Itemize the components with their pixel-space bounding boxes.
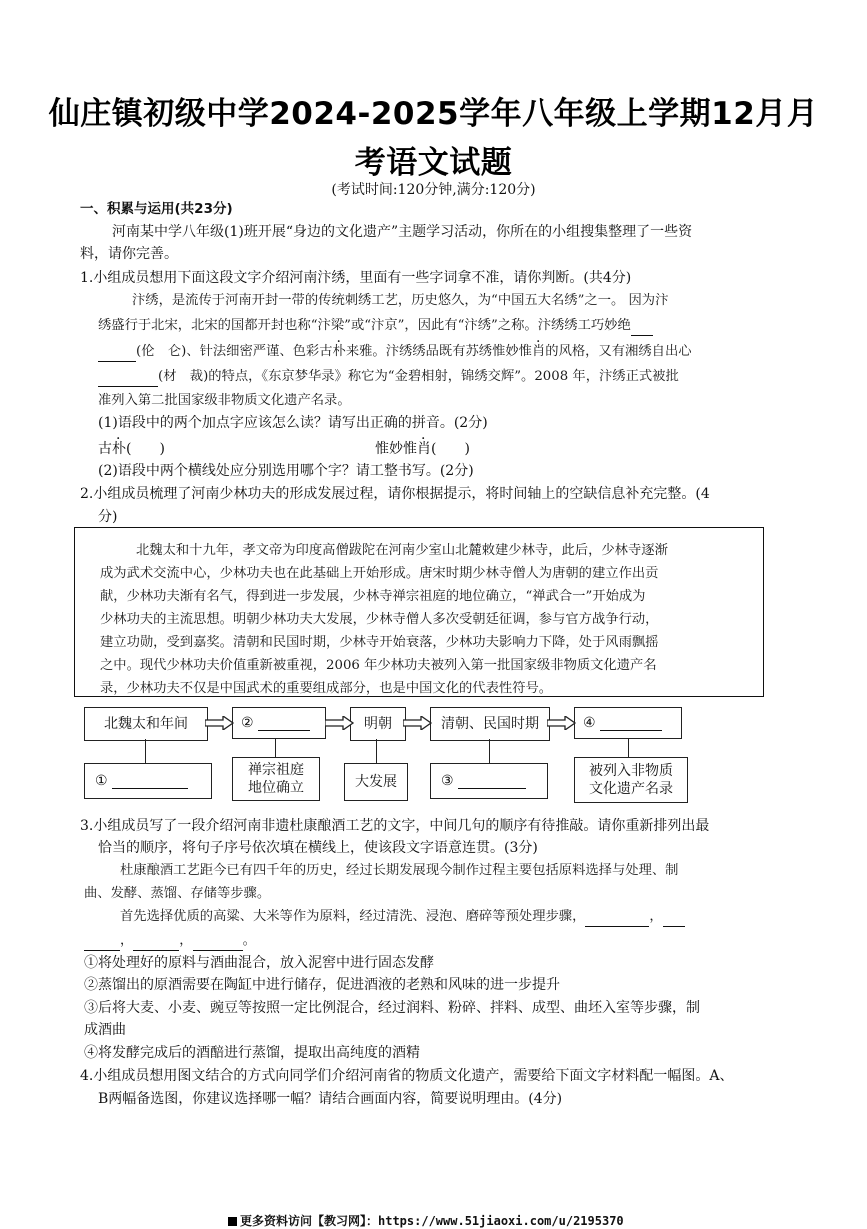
- timeline-bottom-4: ③: [430, 763, 548, 799]
- timeline-connector: [489, 739, 490, 763]
- exam-title-line1: 仙庄镇初级中学2024-2025学年八年级上学期12月月: [48, 96, 819, 132]
- footer: [228, 1212, 624, 1229]
- q1-passage-line1: 汴绣，是流传于河南开封一带的传统刺绣工艺，历史悠久，为“中国五大名绣”之一。 因为汴: [132, 293, 669, 308]
- q2-box-line: 成为武术交流中心，少林功夫也在此基础上开始形成。唐宋时期少林寺僧人为唐朝的建立作出贡: [100, 566, 659, 581]
- footer-link[interactable]: 更多资料访问【教习网】：https://www.51jiaoxi.com/u/2195370: [240, 1214, 624, 1228]
- timeline-bottom-5: 被列入非物质 文化遗产名录: [574, 757, 688, 803]
- q3-stem-line2: 恰当的顺序，将句子序号依次填在横线上，使该段文字语意连贯。(3分): [98, 840, 538, 856]
- q2-box-line: 少林功夫的主流思想。明朝少林功夫大发展，少林寺僧人多次受朝廷征调，参与官方战争行动，: [100, 612, 659, 627]
- q3-option-1: ①将处理好的原料与酒曲混合，放入泥窖中进行固态发酵: [84, 955, 434, 971]
- answer-slot-b[interactable]: ( ): [431, 441, 470, 457]
- q2-box-line: 北魏太和十九年，孝文帝为印度高僧跋陀在河南少室山北麓敕建少林寺，此后，少林寺逐渐: [136, 543, 668, 558]
- timeline-top-4: 清朝、民国时期: [430, 707, 550, 741]
- timeline-connector: [145, 739, 146, 763]
- q1-passage-line5: 准列入第二批国家级非物质文化遗产名录。: [98, 393, 351, 408]
- timeline-top-3: 明朝: [350, 707, 406, 741]
- answer-slot-a[interactable]: ( ): [126, 441, 165, 457]
- section1-heading: 一、积累与运用(共23分): [80, 201, 233, 217]
- timeline-blank-2[interactable]: [258, 716, 310, 731]
- q3-option-4: ④将发酵完成后的酒醅进行蒸馏，提取出高纯度的酒精: [84, 1045, 420, 1061]
- exam-subtitle: (考试时间:120分钟,满分:120分): [331, 182, 536, 198]
- q3-passage-line1: 杜康酿酒工艺距今已有四千年的历史，经过长期发展现今制作过程主要包括原料选择与处理、制: [120, 863, 679, 878]
- blank-2[interactable]: [98, 372, 158, 387]
- timeline-connector: [275, 739, 276, 757]
- blank-1a[interactable]: [631, 321, 653, 336]
- arrow-right-icon: [547, 716, 577, 730]
- q2-box-line: 献，少林功夫渐有名气，得到进一步发展，少林寺禅宗祖庭的地位确立，“禅武合一”开始成为: [100, 589, 646, 604]
- q1-passage-line3: (伦 仑)、针法细密严谨、色彩古朴来雅。汴绣绣品既有苏绣惟妙惟肖的风格，又有湘绣自出心: [98, 342, 692, 362]
- q2-box-line: 录，少林功夫不仅是中国武术的重要组成部分，也是中国文化的代表性符号。: [100, 681, 553, 696]
- timeline-blank-4[interactable]: [600, 716, 662, 731]
- blank-1b[interactable]: [98, 347, 136, 362]
- q3-option-3: ③后将大麦、小麦、豌豆等按照一定比例混合，经过润料、粉碎、拌料、成型、曲坯入室等步骤，制: [84, 1000, 700, 1016]
- timeline-top-1: 北魏太和年间: [84, 707, 208, 741]
- q3-passage-line3: 首先选择优质的高粱、大米等作为原料，经过清洗、浸泡、磨碎等预处理步骤， ，: [120, 907, 685, 927]
- q4-stem-line1: 4.小组成员想用图文结合的方式向同学们介绍河南省的物质文化遗产，需要给下面文字材料配一幅图。A、: [80, 1068, 734, 1084]
- arrow-right-icon: [205, 716, 235, 730]
- q3-blank-2b[interactable]: [84, 936, 120, 951]
- timeline-top-5: ④: [574, 707, 682, 739]
- q3-passage-line2: 曲、发酵、蒸馏、存储等步骤。: [84, 886, 271, 901]
- exam-title-line2: 考语文试题: [354, 145, 513, 181]
- timeline-bottom-3: 大发展: [344, 763, 408, 801]
- timeline-bottom-2: 禅宗祖庭 地位确立: [232, 757, 320, 801]
- timeline-bottom-1: ①: [84, 763, 212, 799]
- q1-passage-line4: (材 裁)的特点，《东京梦华录》称它为“金碧相射，锦绣交辉”。2008 年，汴绣正式被批: [98, 367, 679, 387]
- intro-line2: 料，请你完善。: [80, 246, 178, 262]
- flag-icon: [228, 1217, 237, 1226]
- q3-option-2: ②蒸馏出的原酒需要在陶缸中进行储存，促进酒液的老熟和风味的进一步提升: [84, 977, 560, 993]
- q4-stem-line2: B两幅备选图，你建议选择哪一幅？请结合画面内容，简要说明理由。(4分): [98, 1091, 563, 1107]
- q3-passage-line4: ， ， 。: [84, 931, 256, 951]
- q3-option-3-cont: 成酒曲: [84, 1022, 126, 1038]
- q3-stem-line1: 3.小组成员写了一段介绍河南非遗杜康酿酒工艺的文字，中间几句的顺序有待推敲。请你重新排列出最: [80, 818, 710, 834]
- q1-answer-a: 古朴( ): [98, 441, 165, 457]
- q2-stem-line1: 2.小组成员梳理了河南少林功夫的形成发展过程，请你根据提示，将时间轴上的空缺信息补充完整。(4: [80, 486, 710, 502]
- q3-blank-2a[interactable]: [663, 912, 685, 927]
- q2-box-line: 之中。现代少林功夫价值重新被重视，2006 年少林功夫被列入第一批国家级非物质文化遗产名: [100, 658, 657, 673]
- timeline-top-2: ②: [232, 707, 326, 739]
- q3-blank-4[interactable]: [193, 936, 243, 951]
- q2-stem-line2: 分): [98, 509, 118, 525]
- arrow-right-icon: [325, 716, 355, 730]
- timeline-connector: [628, 739, 629, 757]
- q1-stem: 1.小组成员想用下面这段文字介绍河南汴绣，里面有一些字词拿不准，请你判断。(共4分): [80, 270, 632, 286]
- arrow-right-icon: [403, 716, 433, 730]
- timeline-connector: [376, 739, 377, 763]
- q2-box-line: 建立功勋，受到嘉奖。清朝和民国时期，少林寺开始衰落，少林功夫影响力下降，处于风雨飘摇: [100, 635, 659, 650]
- q1-sub1: (1)语段中的两个加点字应该怎么读？请写出正确的拼音。(2分): [98, 415, 488, 431]
- q3-blank-1[interactable]: [585, 912, 649, 927]
- q1-sub2: (2)语段中两个横线处应分别选用哪个字？请工整书写。(2分): [98, 463, 474, 479]
- intro-line1: 河南某中学八年级(1)班开展“身边的文化遗产”主题学习活动，你所在的小组搜集整理了一些资: [112, 224, 693, 240]
- timeline-blank-1[interactable]: [112, 774, 188, 789]
- q3-blank-3[interactable]: [133, 936, 179, 951]
- q1-passage-line2: 绣盛行于北宋，北宋的国都开封也称“汴梁”或“汴京”，因此有“汴绣”之称。汴绣绣工巧妙绝: [98, 316, 653, 336]
- timeline-blank-3[interactable]: [458, 774, 526, 789]
- q1-answer-b: 惟妙惟肖( ): [375, 441, 470, 457]
